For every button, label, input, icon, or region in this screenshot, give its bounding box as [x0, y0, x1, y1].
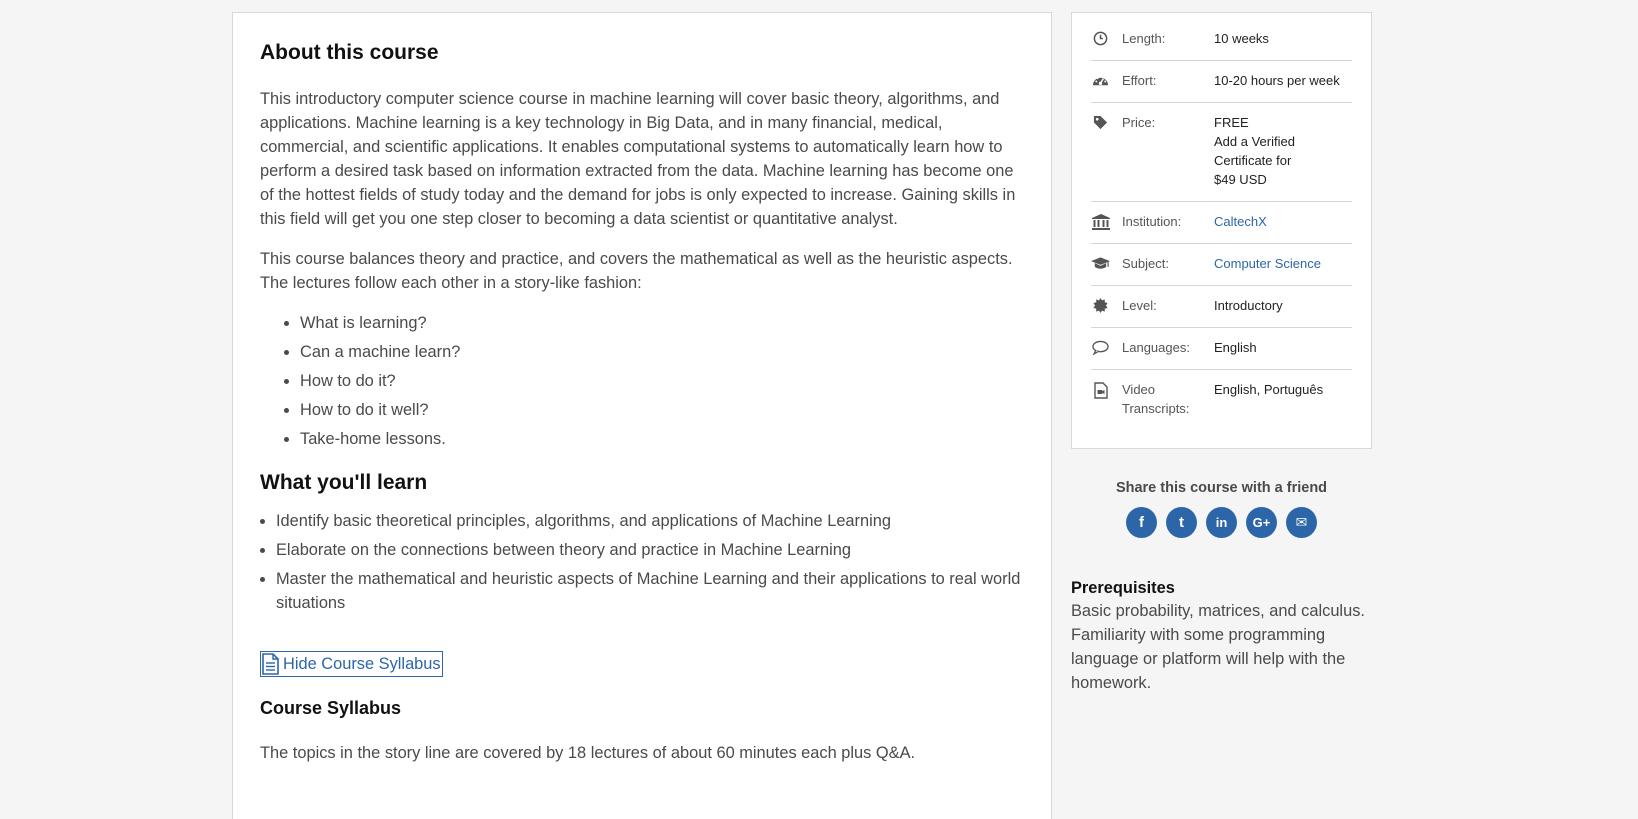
price-free: FREE	[1214, 115, 1249, 130]
googleplus-share-icon[interactable]: G+	[1246, 507, 1277, 538]
effort-value: 10-20 hours per week	[1214, 73, 1340, 88]
length-label: Length:	[1122, 31, 1166, 46]
languages-value: English	[1214, 340, 1257, 355]
about-paragraph-2: This course balances theory and practice, and covers the mathematical as well as the heuristic aspects. The lectures follow each other in a story-like fashion:	[260, 250, 1013, 292]
subject-link[interactable]: Computer Science	[1214, 256, 1321, 271]
prerequisites-section	[1071, 577, 1381, 695]
detail-row-length	[1091, 19, 1352, 61]
level-value: Introductory	[1214, 298, 1283, 313]
subject-label: Subject:	[1122, 256, 1169, 271]
detail-row-transcripts	[1091, 370, 1352, 430]
hide-syllabus-button[interactable]	[260, 651, 443, 677]
list-item: • Take-home lessons.	[300, 427, 1024, 451]
prerequisites-title: Prerequisites	[1071, 579, 1175, 597]
transcripts-label-line-2: Transcripts:	[1122, 401, 1190, 416]
detail-row-institution	[1091, 202, 1352, 244]
level-label: Level:	[1122, 298, 1157, 313]
tag-icon	[1091, 113, 1122, 189]
list-item: • Identify basic theoretical principles, algorithms, and applications of Machine Learning	[276, 509, 1024, 533]
learn-title: What you'll learn	[260, 471, 428, 494]
price-label: Price:	[1122, 115, 1156, 130]
price-value	[1214, 113, 1352, 189]
prerequisites-text: Basic probability, matrices, and calculus. Familiarity with some programming language or platform will help with the homework.	[1071, 602, 1365, 692]
video-file-icon	[1091, 380, 1122, 418]
course-details-card	[1071, 12, 1372, 449]
about-title: About this course	[260, 41, 439, 64]
transcripts-label	[1122, 380, 1214, 418]
list-item: • Elaborate on the connections between theory and practice in Machine Learning	[276, 538, 1024, 562]
institution-label: Institution:	[1122, 214, 1182, 229]
list-item: • How to do it well?	[300, 398, 1024, 422]
detail-row-languages	[1091, 328, 1352, 370]
learn-list	[276, 509, 1024, 615]
detail-row-price	[1091, 103, 1352, 202]
graduation-cap-icon	[1091, 254, 1122, 273]
transcripts-value: English, Português	[1214, 382, 1324, 397]
institution-icon	[1091, 212, 1122, 231]
detail-row-effort	[1091, 61, 1352, 103]
price-verified-line-1: Add a Verified	[1214, 134, 1295, 149]
twitter-share-icon[interactable]: t	[1166, 507, 1197, 538]
transcripts-label-line-1: Video	[1122, 382, 1156, 397]
institution-link[interactable]: CaltechX	[1214, 214, 1267, 229]
share-icons	[1071, 507, 1372, 538]
price-verified-line-2: Certificate for	[1214, 153, 1292, 168]
dashboard-icon	[1091, 71, 1122, 90]
document-icon	[261, 653, 279, 675]
list-item: • What is learning?	[300, 311, 1024, 335]
detail-row-level	[1091, 286, 1352, 328]
email-share-icon[interactable]: ✉	[1286, 507, 1317, 538]
share-section	[1071, 480, 1372, 538]
list-item: • Master the mathematical and heuristic aspects of Machine Learning and their applications to real world situations	[276, 567, 1024, 615]
languages-label: Languages:	[1122, 340, 1190, 355]
syllabus-title: Course Syllabus	[260, 698, 402, 718]
facebook-share-icon[interactable]: f	[1126, 507, 1157, 538]
detail-row-subject	[1091, 244, 1352, 286]
story-list	[300, 311, 1024, 451]
clock-icon	[1091, 29, 1122, 48]
length-value: 10 weeks	[1214, 31, 1269, 46]
effort-label: Effort:	[1122, 73, 1157, 88]
speech-bubble-icon	[1091, 338, 1122, 357]
price-verified-line-3: $49 USD	[1214, 172, 1267, 187]
badge-icon	[1091, 296, 1122, 315]
list-item: • Can a machine learn?	[300, 340, 1024, 364]
linkedin-share-icon[interactable]: in	[1206, 507, 1237, 538]
syllabus-text: The topics in the story line are covered by 18 lectures of about 60 minutes each plus Q&A.	[260, 744, 916, 762]
list-item: • How to do it?	[300, 369, 1024, 393]
about-paragraph-1: This introductory computer science course in machine learning will cover basic theory, algorithms, and applications. Machine learning is a key technology in Big Data, and in many financial, medical, commercial, and scientific applications. It enables computational systems to automatically learn how to perform a desired task based on information extracted from the data. Machine learning has become one of the hottest fields of study today and the demand for jobs is only expected to increase. Gaining skills in this field will get you one step closer to becoming a data scientist or quantitative analyst.	[260, 90, 1016, 228]
hide-syllabus-label: Hide Course Syllabus	[283, 655, 441, 673]
course-description-card	[232, 12, 1052, 819]
share-title: Share this course with a friend	[1115, 480, 1328, 496]
